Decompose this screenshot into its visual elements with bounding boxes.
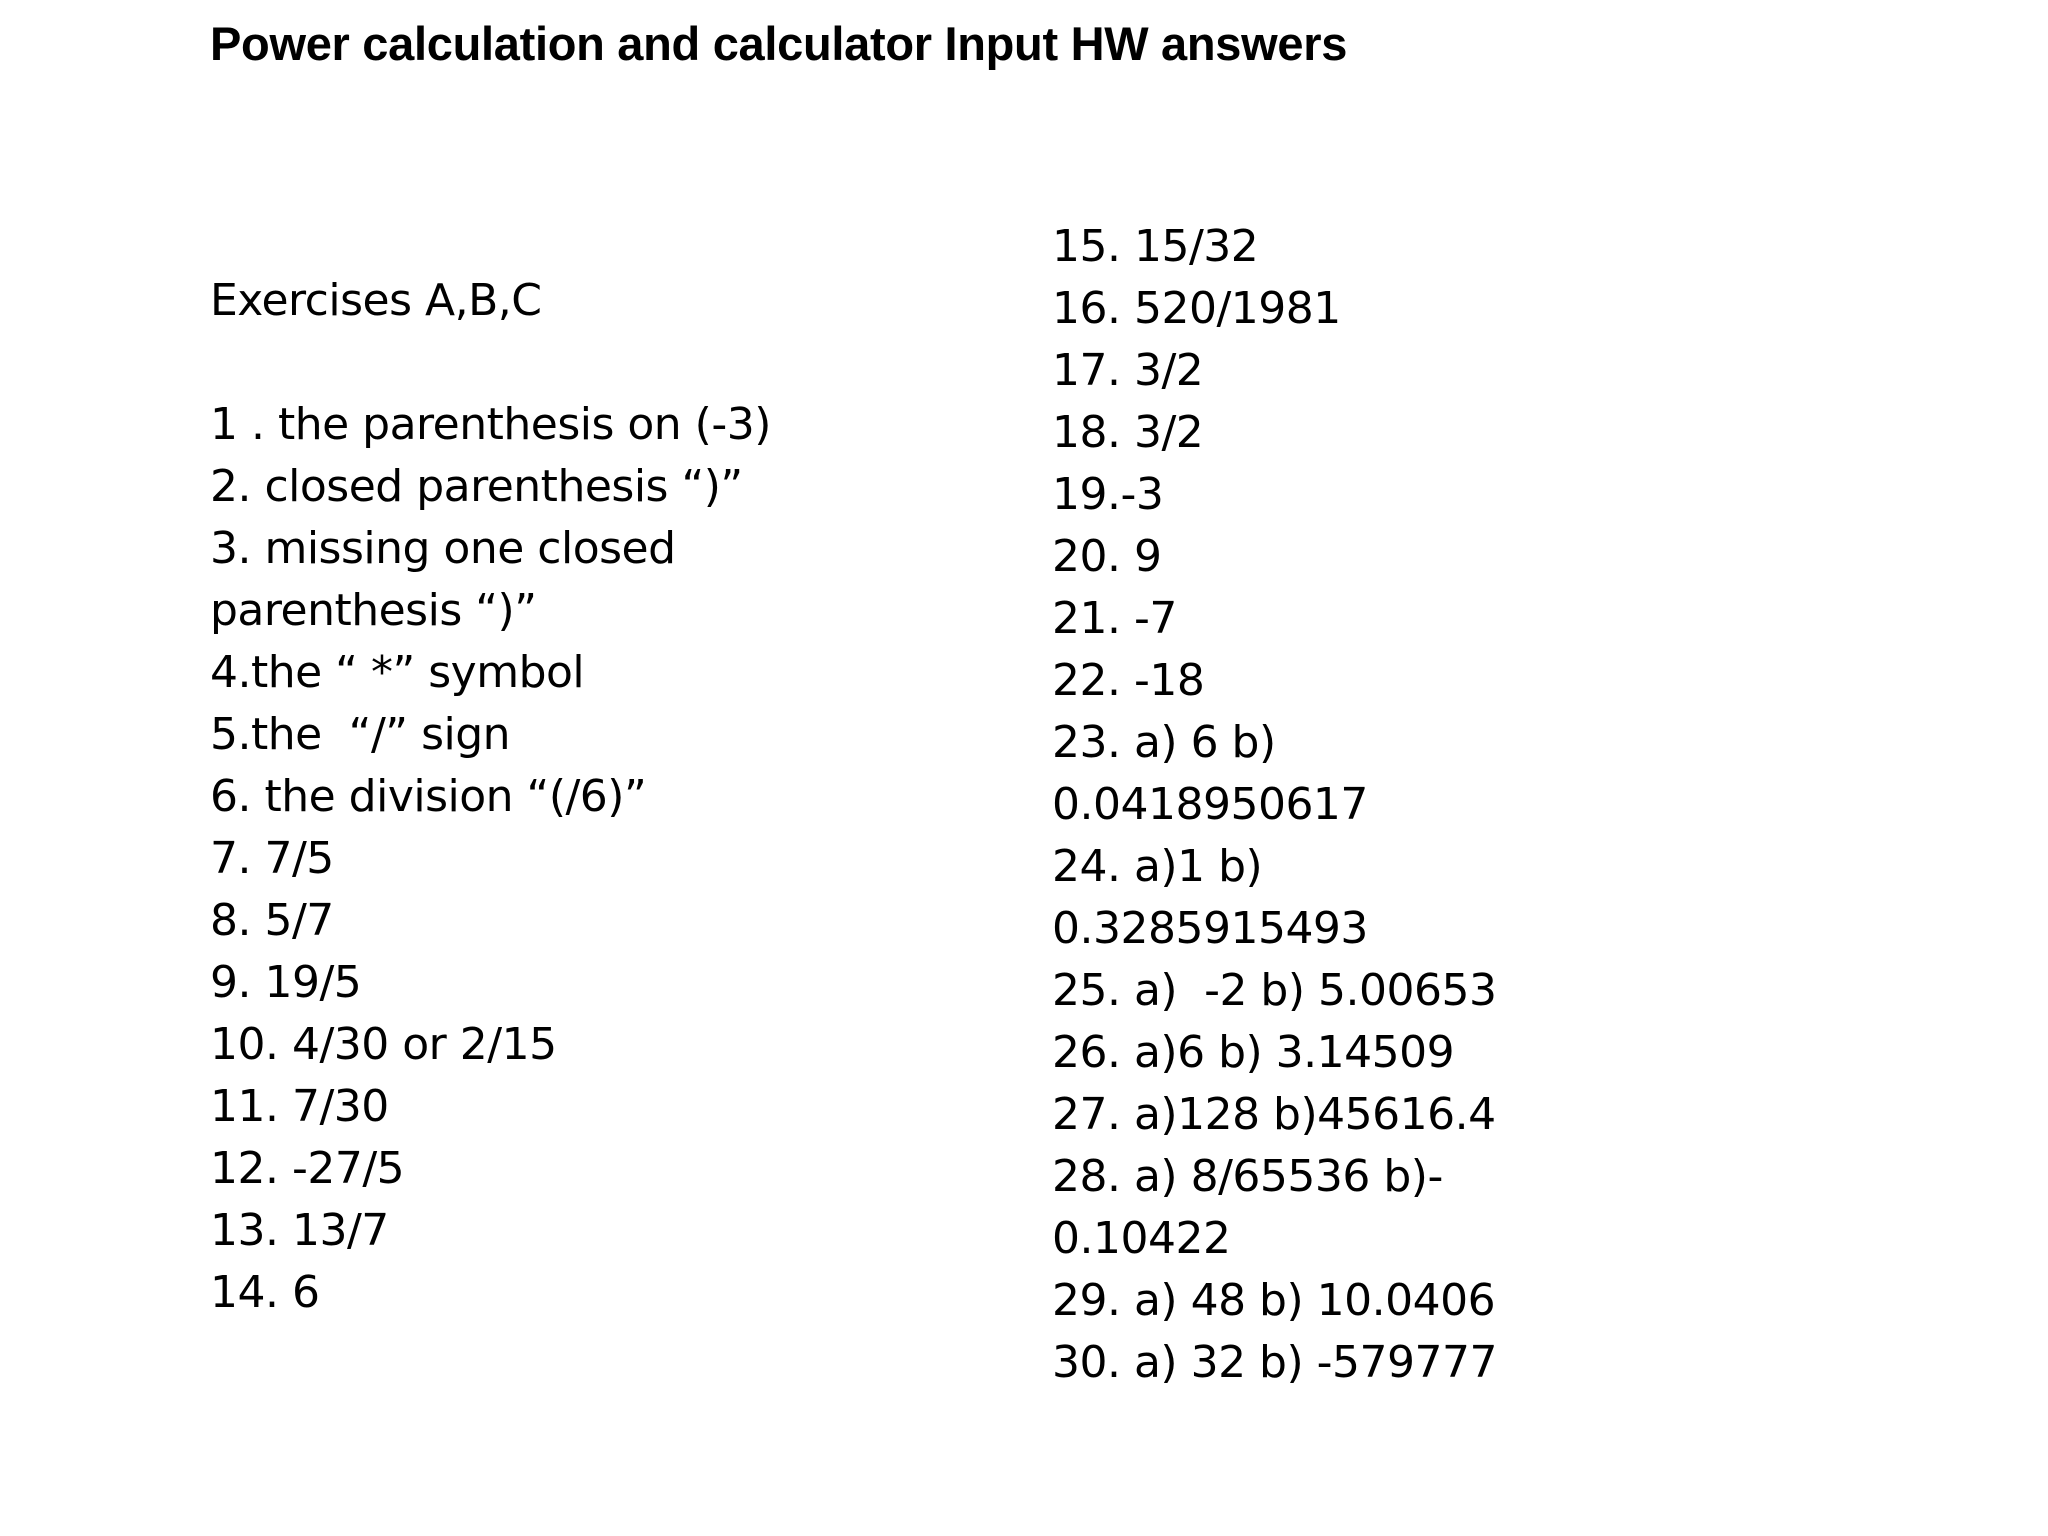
answer-item-8: 8. 5/7 xyxy=(210,895,334,946)
document-title: Power calculation and calculator Input HW answers xyxy=(210,17,1348,70)
answer-item-25: 25. a) -2 b) 5.00653 xyxy=(1052,965,1497,1016)
answer-item-20: 20. 9 xyxy=(1052,531,1162,582)
answer-item-13: 13. 13/7 xyxy=(210,1205,389,1256)
answer-item-9: 9. 19/5 xyxy=(210,957,362,1008)
answer-item-30: 30. a) 32 b) -579777 xyxy=(1052,1337,1497,1388)
answer-item-5: 5.the “/” sign xyxy=(210,709,511,760)
answer-item-24: 24. a)1 b) 0.3285915493 xyxy=(1052,841,1368,954)
answer-item-17: 17. 3/2 xyxy=(1052,345,1204,396)
answer-item-10: 10. 4/30 or 2/15 xyxy=(210,1019,557,1070)
exercises-heading: Exercises A,B,C xyxy=(210,275,542,326)
answer-item-18: 18. 3/2 xyxy=(1052,407,1204,458)
answers-column-left xyxy=(210,270,930,1324)
answer-item-14: 14. 6 xyxy=(210,1267,320,1318)
spacer-line xyxy=(210,332,930,394)
answer-item-7: 7. 7/5 xyxy=(210,833,334,884)
answers-column-right xyxy=(1052,216,1572,1394)
answer-item-11: 11. 7/30 xyxy=(210,1081,389,1132)
answer-item-3: 3. missing one closed parenthesis “)” xyxy=(210,523,676,636)
answer-item-21: 21. -7 xyxy=(1052,593,1177,644)
answer-item-23: 23. a) 6 b) 0.0418950617 xyxy=(1052,717,1368,830)
answer-item-2: 2. closed parenthesis “)” xyxy=(210,461,743,512)
answer-item-19: 19.-3 xyxy=(1052,469,1164,520)
answer-item-12: 12. -27/5 xyxy=(210,1143,405,1194)
answer-item-22: 22. -18 xyxy=(1052,655,1205,706)
answer-item-27: 27. a)128 b)45616.4 xyxy=(1052,1089,1496,1140)
answer-item-15: 15. 15/32 xyxy=(1052,221,1259,272)
answer-item-26: 26. a)6 b) 3.14509 xyxy=(1052,1027,1455,1078)
answer-item-28: 28. a) 8/65536 b)- 0.10422 xyxy=(1052,1151,1443,1264)
answer-item-4: 4.the “ *” symbol xyxy=(210,647,585,698)
answer-item-29: 29. a) 48 b) 10.0406 xyxy=(1052,1275,1496,1326)
answer-item-6: 6. the division “(/6)” xyxy=(210,771,647,822)
answer-item-1: 1 . the parenthesis on (-3) xyxy=(210,399,771,450)
answer-item-16: 16. 520/1981 xyxy=(1052,283,1341,334)
